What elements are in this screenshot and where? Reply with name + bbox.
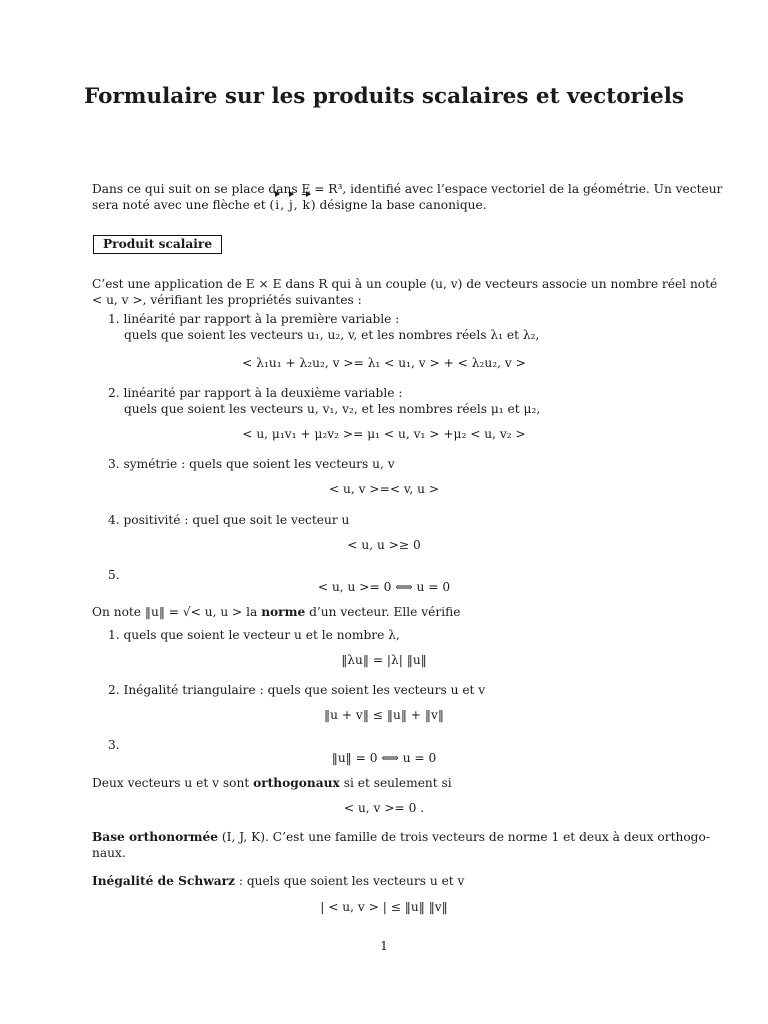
norm-property-1-title: 1. quels que soient le vecteur u et le nombre λ, bbox=[108, 628, 400, 642]
orthogonal-formula: < u, v >= 0 . bbox=[343, 801, 425, 815]
schwarz-text: : quels que soient les vecteurs u et v bbox=[234, 874, 465, 888]
orthonormal-base-term: Base orthonormée bbox=[92, 830, 219, 844]
schwarz-term: Inégalité de Schwarz bbox=[92, 874, 235, 888]
norm-property-2-title: 2. Inégalité triangulaire : quels que soient les vecteurs u et v bbox=[108, 683, 486, 697]
property-2-formula: < u, μ₁v₁ + μ₂v₂ >= μ₁ < u, v₁ > +μ₂ < u, v₂ > bbox=[242, 427, 526, 441]
norm-property-2-formula: ‖u + v‖ ≤ ‖u‖ + ‖v‖ bbox=[324, 708, 444, 722]
norm-property-1-formula: ‖λu‖ = |λ| ‖u‖ bbox=[341, 653, 427, 667]
intro-line-2: sera noté avec une flèche et (i, j, k) désigne la base canonique. bbox=[92, 198, 487, 212]
norm-term: norme bbox=[261, 605, 306, 619]
norm-property-3-formula: ‖u‖ = 0 ⟺ u = 0 bbox=[331, 751, 437, 765]
orthogonal-post: si et seulement si bbox=[339, 776, 452, 790]
norm-definition bbox=[92, 604, 460, 621]
orthonormal-base-line-2: naux. bbox=[92, 846, 126, 860]
property-4-formula: < u, u >≥ 0 bbox=[347, 538, 421, 552]
intro-line-2-pre: sera noté avec une flèche et ( bbox=[92, 198, 275, 212]
schwarz-inequality-title bbox=[92, 873, 464, 890]
property-5-title: 5. bbox=[108, 568, 120, 582]
orthogonal-definition bbox=[92, 775, 452, 792]
orthogonal-pre: Deux vecteurs u et v sont bbox=[92, 776, 254, 790]
orthogonal-term: orthogonaux bbox=[253, 776, 340, 790]
property-2-title: 2. linéarité par rapport à la deuxième variable : bbox=[108, 386, 403, 400]
property-1-formula: < λ₁u₁ + λ₂u₂, v >= λ₁ < u₁, v > + < λ₂u₂, v > bbox=[242, 356, 526, 370]
property-1-title: 1. linéarité par rapport à la première variable : bbox=[108, 312, 400, 326]
vector-k: k bbox=[302, 198, 310, 212]
property-3-title: 3. symétrie : quels que soient les vecteurs u, v bbox=[108, 457, 395, 471]
property-5-formula: < u, u >= 0 ⟺ u = 0 bbox=[317, 580, 451, 594]
vector-i: i bbox=[275, 198, 280, 212]
property-3-formula: < u, v >=< v, u > bbox=[328, 482, 440, 496]
property-2-condition: quels que soient les vecteurs u, v₁, v₂, et les nombres réels μ₁ et μ₂, bbox=[124, 402, 541, 416]
norm-post: d’un vecteur. Elle vérifie bbox=[305, 605, 461, 619]
page-number: 1 bbox=[380, 939, 388, 953]
intro-line-2-post: ) désigne la base canonique. bbox=[310, 198, 487, 212]
property-1-condition: quels que soient les vecteurs u₁, u₂, v, et les nombres réels λ₁ et λ₂, bbox=[124, 328, 540, 342]
section-heading-produit-scalaire: Produit scalaire bbox=[93, 235, 222, 254]
property-4-title: 4. positivité : quel que soit le vecteur u bbox=[108, 513, 350, 527]
norm-pre: On note ‖u‖ = √< u, u > la bbox=[92, 605, 262, 619]
orthonormal-base-text: (I, J, K). C’est une famille de trois vecteurs de norme 1 et deux à deux orthogo- bbox=[218, 830, 710, 844]
intro-line-1: Dans ce qui suit on se place dans E = R³, identifié avec l’espace vectoriel de la géométrie. Un vecteur bbox=[92, 182, 723, 196]
definition-line-2: < u, v >, vérifiant les propriétés suivantes : bbox=[92, 293, 362, 307]
definition-line-1: C’est une application de E × E dans R qui à un couple (u, v) de vecteurs associe un nombre réel noté bbox=[92, 277, 718, 291]
vector-j: j bbox=[288, 198, 293, 212]
orthonormal-base-line-1 bbox=[92, 829, 710, 846]
norm-property-3-title: 3. bbox=[108, 738, 120, 752]
page-title: Formulaire sur les produits scalaires et vectoriels bbox=[84, 84, 684, 109]
schwarz-inequality-formula: | < u, v > | ≤ ‖u‖ ‖v‖ bbox=[320, 900, 448, 914]
